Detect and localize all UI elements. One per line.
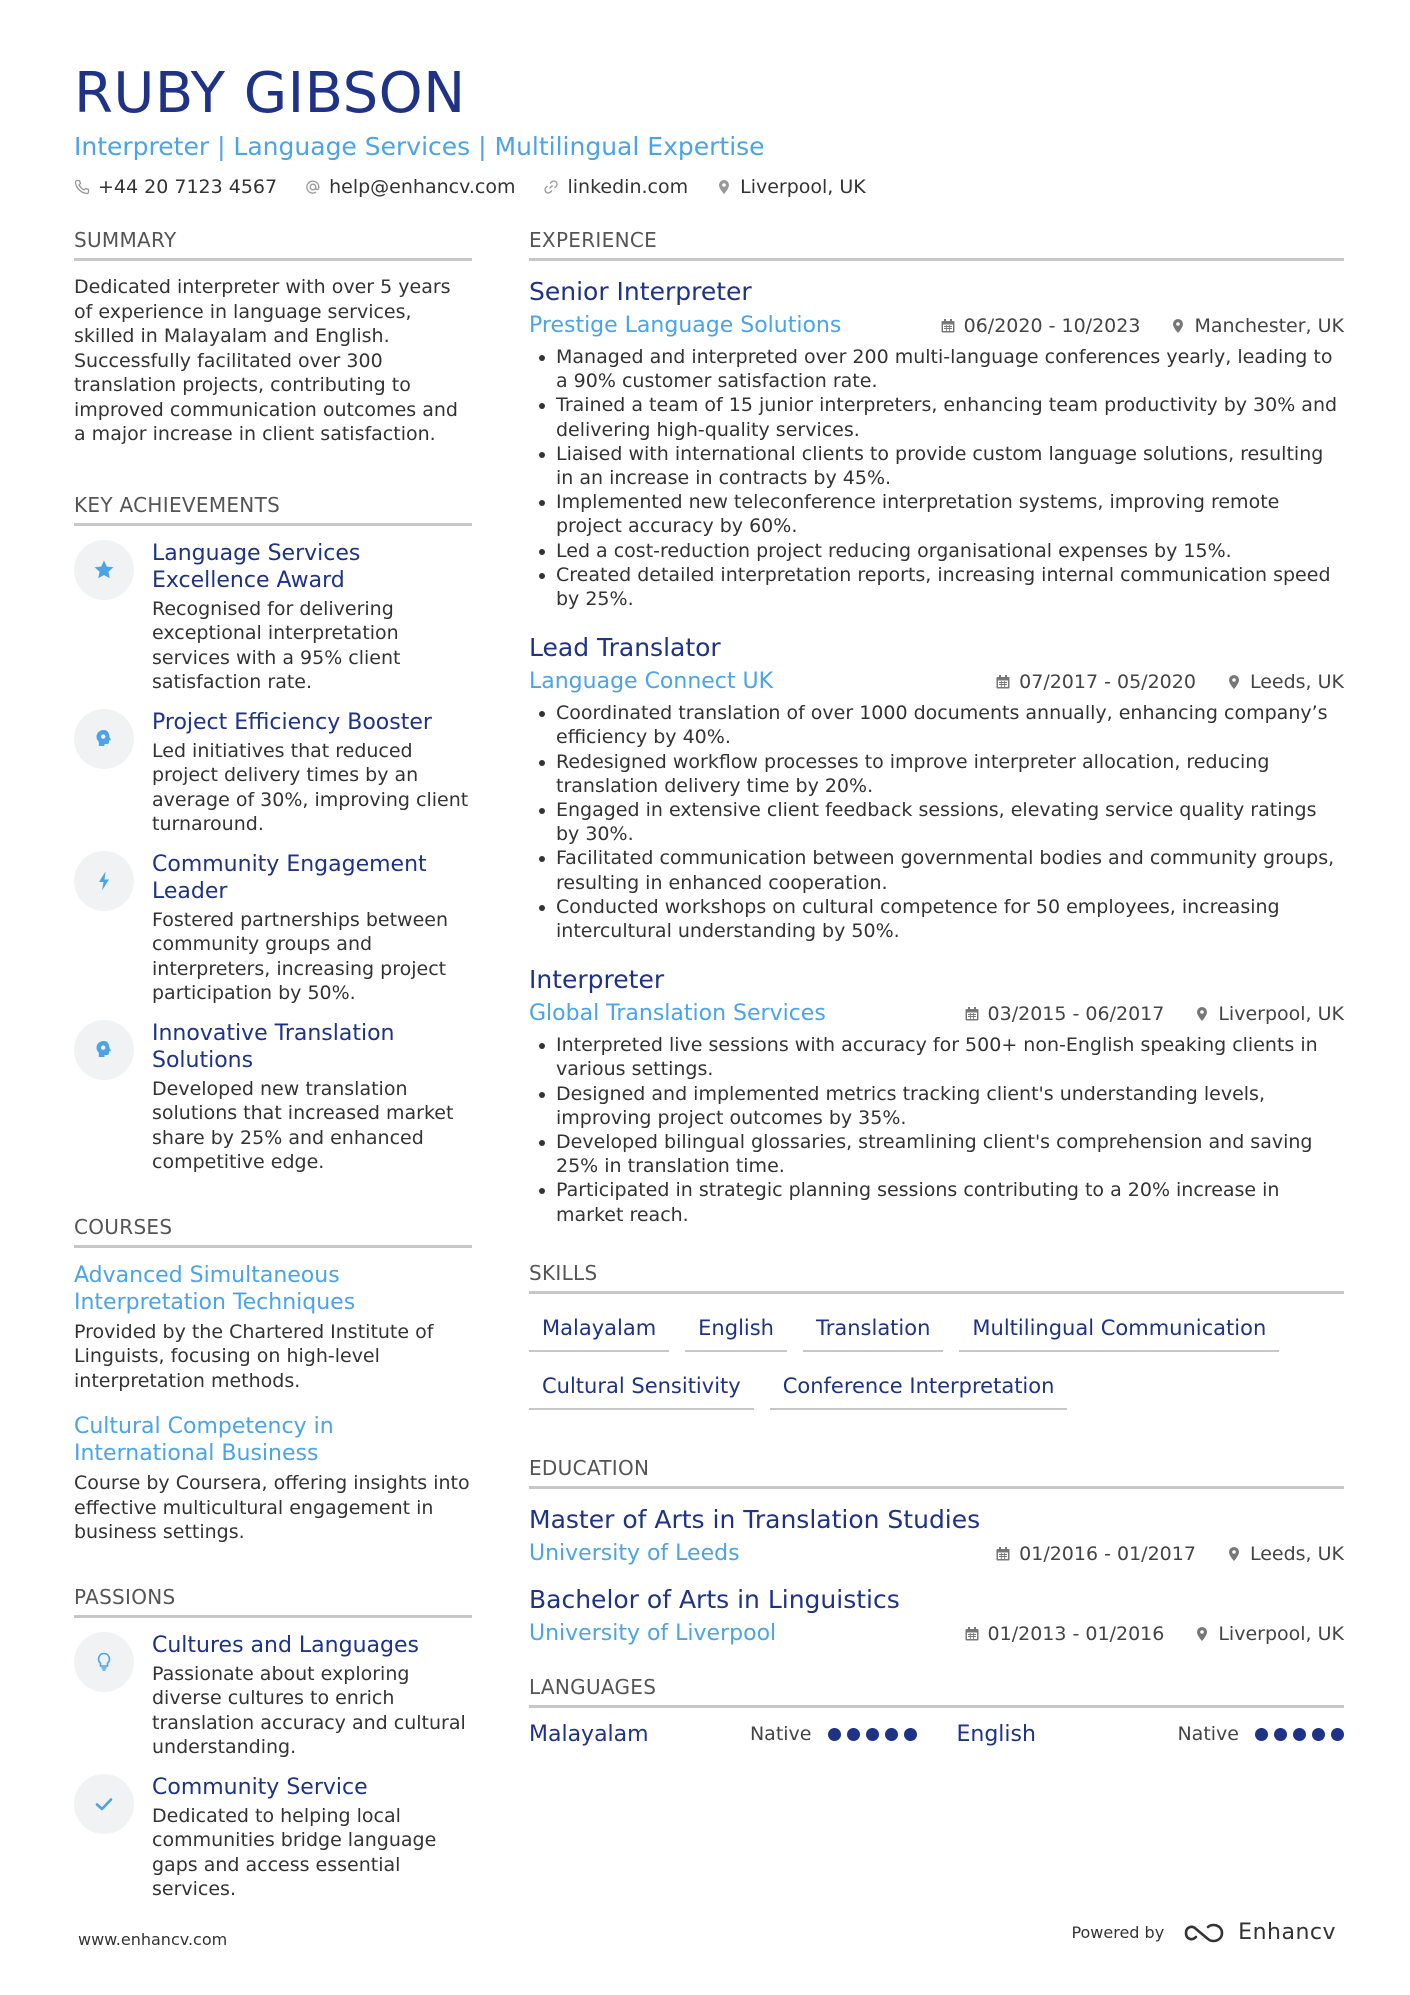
candidate-name: RUBY GIBSON [74, 61, 466, 126]
skill-tag: English [685, 1308, 787, 1352]
job-location [1226, 671, 1344, 693]
section-title-achievements: KEY ACHIEVEMENTS [74, 491, 472, 526]
calendar-icon [964, 1006, 980, 1022]
achievement-title: Community Engagement Leader [152, 851, 427, 904]
summary-text: Dedicated interpreter with over 5 years of experience in language services, skilled in Malayalam and English. Successfully facilitated over 300 translation projects, contributing to improved communication outcomes and a major increase in client satisfaction. [74, 276, 458, 445]
candidate-tagline: Interpreter | Language Services | Multilingual Expertise [74, 132, 765, 161]
job-entry [529, 275, 1344, 611]
course-text: Course by Coursera, offering insights into effective multicultural engagement in business settings. [74, 1472, 470, 1543]
right-column [529, 226, 1344, 1747]
job-bullets [529, 701, 1344, 943]
course-title: Advanced Simultaneous Interpretation Techniques [74, 1262, 356, 1315]
skill-tag: Malayalam [529, 1308, 669, 1352]
language-name: Malayalam [529, 1721, 649, 1747]
proficiency-dot [1274, 1728, 1287, 1741]
job-location [1194, 1003, 1344, 1025]
enhancv-logo-icon [1182, 1921, 1228, 1945]
section-title-experience: EXPERIENCE [529, 226, 1344, 261]
school-name: University of Leeds [529, 1540, 740, 1566]
course-item [74, 1413, 472, 1545]
education-location [1194, 1623, 1344, 1645]
skill-tag: Conference Interpretation [770, 1366, 1068, 1410]
achievement-title: Project Efficiency Booster [152, 709, 432, 735]
school-name: University of Liverpool [529, 1620, 777, 1646]
achievement-text: Developed new translation solutions that increased market share by 25% and enhanced competitive edge. [152, 1077, 454, 1173]
footer-website[interactable]: www.enhancv.com [78, 1930, 228, 1949]
language-level: Native [749, 1723, 812, 1746]
bullet-item: Developed bilingual glossaries, streamlining client's comprehension and saving 25% in translation time. [529, 1130, 1344, 1178]
job-title: Interpreter [529, 965, 665, 995]
bullet-item: Led a cost-reduction project reducing organisational expenses by 15%. [529, 539, 1344, 563]
bullet-item: Facilitated communication between governmental bodies and community groups, resulting in enhanced cooperation. [529, 846, 1344, 894]
resume-header [74, 58, 1344, 198]
check-icon [74, 1774, 134, 1834]
course-title: Cultural Competency in International Business [74, 1414, 334, 1466]
job-dates [940, 315, 1141, 337]
education-dates [995, 1543, 1196, 1565]
contact-phone [74, 176, 277, 198]
bullet-item: Trained a team of 15 junior interpreters, enhancing team productivity by 30% and delivering high-quality services. [529, 393, 1344, 441]
passions-section [74, 1583, 472, 1902]
skill-tag: Multilingual Communication [959, 1308, 1279, 1352]
lightning-icon [74, 851, 134, 911]
job-title: Senior Interpreter [529, 277, 752, 306]
education-location-text: Liverpool, UK [1218, 1622, 1344, 1645]
skills-section [529, 1259, 1344, 1410]
bullet-item: Interpreted live sessions with accuracy for 500+ non-English speaking clients in various settings. [529, 1033, 1344, 1081]
job-bullets [529, 1033, 1344, 1227]
job-location-text: Leeds, UK [1249, 671, 1344, 694]
star-icon [74, 540, 134, 600]
brain-icon [74, 709, 134, 769]
skills-list [529, 1308, 1344, 1410]
achievement-item [74, 1020, 472, 1175]
passion-item [74, 1774, 472, 1902]
passion-item [74, 1632, 472, 1760]
map-pin-icon [1226, 1546, 1242, 1562]
job-dates-text: 06/2020 - 10/2023 [963, 315, 1141, 337]
education-section [529, 1454, 1344, 1649]
education-location-text: Leeds, UK [1249, 1542, 1344, 1565]
section-title-languages: LANGUAGES [529, 1673, 1344, 1708]
job-title: Lead Translator [529, 633, 721, 663]
map-pin-icon [1170, 318, 1186, 334]
bullet-item: Liaised with international clients to provide custom language solutions, resulting in an increase in contracts by 45%. [529, 442, 1344, 490]
achievements-section [74, 491, 472, 1175]
job-company: Global Translation Services [529, 1001, 826, 1027]
passion-title: Cultures and Languages [152, 1632, 419, 1658]
bullet-item: Created detailed interpretation reports, increasing internal communication speed by 25%. [529, 563, 1344, 611]
job-dates-text: 07/2017 - 05/2020 [1019, 671, 1196, 694]
achievement-text: Recognised for delivering exceptional interpretation services with a 95% client satisfaction rate. [152, 597, 401, 693]
proficiency-dot [1293, 1728, 1306, 1741]
education-item [529, 1583, 1344, 1649]
proficiency-dot [904, 1728, 917, 1741]
map-pin-icon [1226, 674, 1242, 690]
location-text: Liverpool, UK [740, 176, 866, 198]
lightbulb-icon [74, 1632, 134, 1692]
achievement-item [74, 709, 472, 837]
bullet-item: Coordinated translation of over 1000 documents annually, enhancing company’s efficiency by 40%. [529, 701, 1344, 749]
job-company: Prestige Language Solutions [529, 313, 842, 338]
education-dates-text: 01/2013 - 01/2016 [987, 1622, 1165, 1645]
bullet-item: Participated in strategic planning sessions contributing to a 20% increase in market reach. [529, 1178, 1344, 1226]
proficiency-dot [866, 1728, 879, 1741]
bullet-item: Conducted workshops on cultural competence for 50 employees, increasing intercultural understanding by 50%. [529, 895, 1344, 943]
powered-by-text: Powered by [1071, 1923, 1165, 1942]
language-proficiency-dots [1255, 1728, 1344, 1741]
proficiency-dot [1255, 1728, 1268, 1741]
bullet-item: Engaged in extensive client feedback sessions, elevating service quality ratings by 30%. [529, 798, 1344, 846]
bullet-item: Designed and implemented metrics tracking client's understanding levels, improving project outcomes by 35%. [529, 1082, 1344, 1130]
section-title-summary: SUMMARY [74, 226, 472, 261]
proficiency-dot [828, 1728, 841, 1741]
degree-title: Master of Arts in Translation Studies [529, 1504, 981, 1534]
summary-section [74, 226, 472, 447]
language-item [957, 1722, 1345, 1747]
map-pin-icon [716, 179, 732, 195]
education-item [529, 1503, 1344, 1569]
job-dates [995, 671, 1196, 693]
section-title-passions: PASSIONS [74, 1583, 472, 1618]
achievement-item [74, 851, 472, 1006]
bullet-item: Redesigned workflow processes to improve interpreter allocation, reducing translation delivery time by 20%. [529, 750, 1344, 798]
section-title-education: EDUCATION [529, 1454, 1344, 1489]
contact-row [74, 176, 1344, 198]
calendar-icon [964, 1626, 980, 1642]
skill-tag: Cultural Sensitivity [529, 1366, 754, 1410]
education-dates [964, 1623, 1165, 1645]
proficiency-dot [885, 1728, 898, 1741]
courses-section [74, 1213, 472, 1545]
job-company: Language Connect UK [529, 669, 774, 695]
job-location-text: Liverpool, UK [1218, 1003, 1344, 1026]
languages-section [529, 1673, 1344, 1747]
contact-linkedin[interactable] [543, 176, 688, 198]
education-dates-text: 01/2016 - 01/2017 [1019, 1542, 1196, 1565]
map-pin-icon [1194, 1626, 1210, 1642]
job-dates-text: 03/2015 - 06/2017 [987, 1003, 1165, 1026]
language-item [529, 1722, 917, 1747]
proficiency-dot [1331, 1728, 1344, 1741]
job-bullets [529, 345, 1344, 611]
job-entry [529, 963, 1344, 1227]
section-title-skills: SKILLS [529, 1259, 1344, 1294]
achievement-title: Language Services Excellence Award [152, 540, 361, 593]
left-column [74, 226, 472, 1916]
phone-icon [74, 179, 90, 195]
section-title-courses: COURSES [74, 1213, 472, 1248]
calendar-icon [995, 1546, 1011, 1562]
calendar-icon [940, 318, 956, 334]
language-name: English [956, 1721, 1036, 1747]
skill-tag: Translation [803, 1308, 943, 1352]
job-location [1170, 315, 1344, 337]
brain-icon [74, 1020, 134, 1080]
language-proficiency-dots [828, 1728, 917, 1741]
achievement-title: Innovative Translation Solutions [152, 1020, 395, 1073]
language-level: Native [1177, 1723, 1239, 1746]
contact-email[interactable] [305, 176, 515, 198]
passion-title: Community Service [152, 1774, 368, 1800]
contact-location [716, 176, 866, 198]
brand-name: Enhancv [1238, 1920, 1336, 1945]
link-icon [543, 179, 559, 195]
at-icon [305, 179, 321, 195]
passion-text: Dedicated to helping local communities bridge language gaps and access essential services. [152, 1804, 437, 1900]
experience-section [529, 226, 1344, 1227]
linkedin-text[interactable]: linkedin.com [567, 176, 689, 198]
education-location [1226, 1543, 1344, 1565]
proficiency-dot [847, 1728, 860, 1741]
map-pin-icon [1194, 1006, 1210, 1022]
passion-text: Passionate about exploring diverse cultures to enrich translation accuracy and cultural understanding. [152, 1662, 466, 1758]
proficiency-dot [1312, 1728, 1325, 1741]
footer-branding [1071, 1920, 1336, 1945]
email-text[interactable]: help@enhancv.com [329, 176, 516, 198]
course-item [74, 1262, 472, 1394]
job-location-text: Manchester, UK [1194, 315, 1344, 337]
achievement-text: Led initiatives that reduced project delivery times by an average of 30%, improving client turnaround. [152, 739, 469, 835]
bullet-item: Implemented new teleconference interpretation systems, improving remote project accuracy by 60%. [529, 490, 1344, 538]
degree-title: Bachelor of Arts in Linguistics [529, 1584, 900, 1614]
phone-text: +44 20 7123 4567 [98, 176, 278, 198]
brand-logo[interactable] [1182, 1920, 1336, 1945]
calendar-icon [995, 674, 1011, 690]
course-text: Provided by the Chartered Institute of Linguists, focusing on high-level interpretation methods. [74, 1320, 434, 1392]
job-entry [529, 631, 1344, 943]
job-dates [964, 1003, 1165, 1025]
achievement-item [74, 540, 472, 695]
bullet-item: Managed and interpreted over 200 multi-language conferences yearly, leading to a 90% customer satisfaction rate. [529, 345, 1344, 393]
achievement-text: Fostered partnerships between community groups and interpreters, increasing project participation by 50%. [152, 908, 448, 1004]
